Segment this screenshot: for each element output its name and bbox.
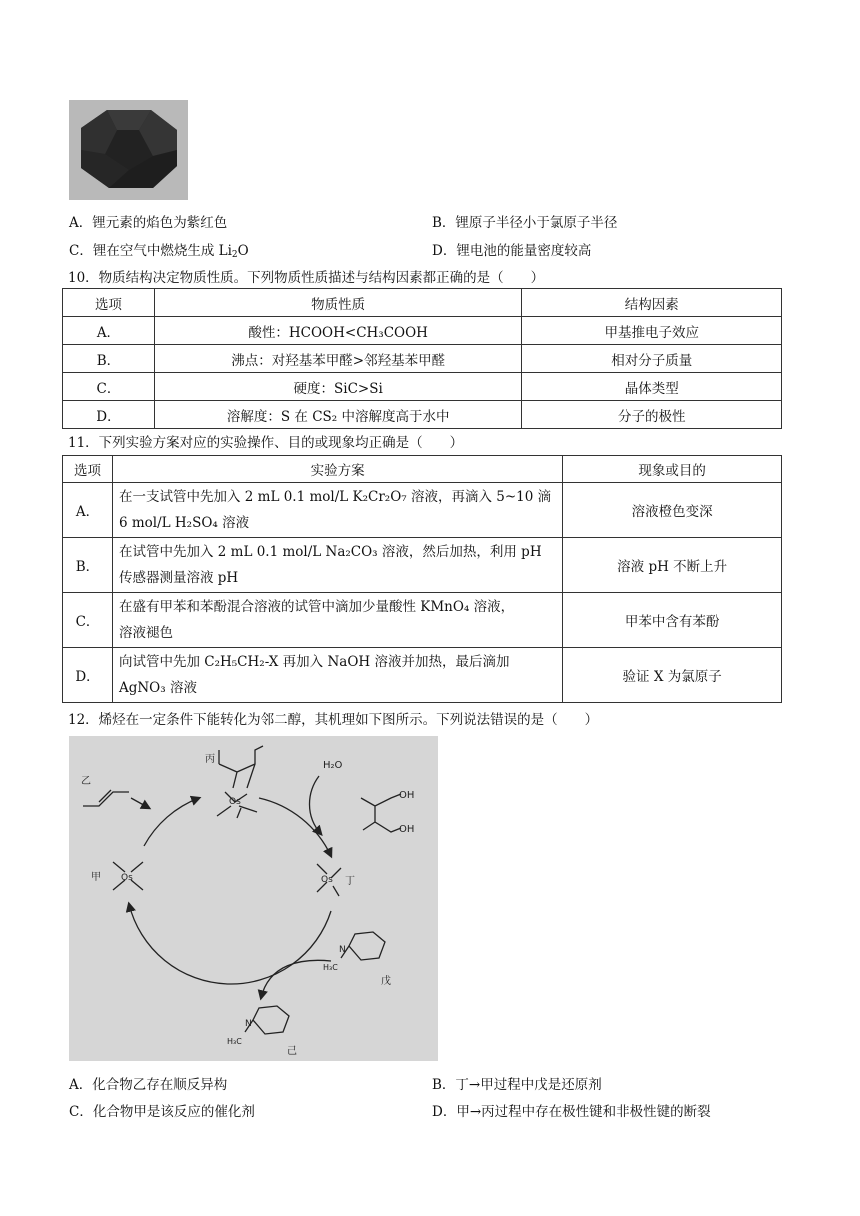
row-option: D． <box>63 401 155 429</box>
row-plan: 在一支试管中先加入 2 mL 0.1 mol/L K₂Cr₂O₇ 溶液，再滴入 5~10 滴 6 mol/L H₂SO₄ 溶液 <box>112 483 562 538</box>
row-result: 验证 X 为氯原子 <box>563 648 782 703</box>
row-option: D． <box>63 648 113 703</box>
label-oh-1: OH <box>399 790 415 801</box>
row-factor: 分子的极性 <box>522 401 782 429</box>
q12-option-b: B．丁→甲过程中戊是还原剂 <box>432 1077 602 1093</box>
label-n-wu: N <box>339 945 346 955</box>
row-factor: 晶体类型 <box>522 373 782 401</box>
q10-stem: 10．物质结构决定物质性质。下列物质性质描述与结构因素都正确的是（ ） <box>68 270 545 286</box>
crystal-photo <box>69 100 188 200</box>
q9-option-b: B．锂原子半径小于氯原子半径 <box>432 215 618 231</box>
table-row <box>63 373 782 401</box>
row-property: 硬度：SiC>Si <box>154 373 522 401</box>
table-row <box>63 648 782 703</box>
label-ding: 丁 <box>345 876 355 887</box>
row-plan: 在试管中先加入 2 mL 0.1 mol/L Na₂CO₃ 溶液，然后加热，利用 pH 传感器测量溶液 pH <box>112 538 562 593</box>
row-factor: 相对分子质量 <box>522 345 782 373</box>
table-row <box>63 401 782 429</box>
row-option: C． <box>63 373 155 401</box>
row-property: 沸点：对羟基苯甲醛>邻羟基苯甲醛 <box>154 345 522 373</box>
q12-stem: 12．烯烃在一定条件下能转化为邻二醇，其机理如下图所示。下列说法错误的是（ ） <box>68 712 599 728</box>
table-row <box>63 483 782 538</box>
row-option: B． <box>63 345 155 373</box>
header-option: 选项 <box>63 289 155 317</box>
q10-table <box>62 288 782 429</box>
q11-table <box>62 455 782 703</box>
label-ch3-wu: H₃C <box>323 963 338 972</box>
label-wu: 戊 <box>381 976 391 987</box>
label-bing: 丙 <box>205 754 215 765</box>
mechanism-scheme <box>69 736 438 1061</box>
label-n-ji: N <box>245 1019 252 1029</box>
q9-option-d: D．锂电池的能量密度较高 <box>432 243 592 259</box>
q9-option-c: C．锂在空气中燃烧生成 $Li_2O$ <box>69 243 249 260</box>
table-header-row <box>63 456 782 483</box>
row-result: 溶液橙色变深 <box>563 483 782 538</box>
label-os-ding: Os <box>321 875 333 885</box>
table-row <box>63 345 782 373</box>
header-plan: 实验方案 <box>112 456 562 483</box>
row-property: 酸性：HCOOH<CH₃COOH <box>154 317 522 345</box>
table-row <box>63 538 782 593</box>
label-ji: 己 <box>287 1046 297 1057</box>
table-row <box>63 317 782 345</box>
label-os-bing: Os <box>229 797 241 807</box>
label-water: H₂O <box>323 760 343 771</box>
label-ch3-ji: H₃C <box>227 1037 242 1046</box>
row-option: B． <box>63 538 113 593</box>
row-result: 甲苯中含有苯酚 <box>563 593 782 648</box>
header-factor: 结构因素 <box>522 289 782 317</box>
table-header-row <box>63 289 782 317</box>
header-result: 现象或目的 <box>563 456 782 483</box>
row-option: A． <box>63 483 113 538</box>
table-row <box>63 593 782 648</box>
label-os-jia: Os <box>121 873 133 883</box>
q9-option-a: A．锂元素的焰色为紫红色 <box>69 215 228 231</box>
header-property: 物质性质 <box>154 289 522 317</box>
q12-option-a: A．化合物乙存在顺反异构 <box>69 1077 228 1093</box>
q12-option-d: D．甲→丙过程中存在极性键和非极性键的断裂 <box>432 1104 711 1120</box>
q11-stem: 11．下列实验方案对应的实验操作、目的或现象均正确是（ ） <box>68 435 464 451</box>
label-oh-2: OH <box>399 824 415 835</box>
label-yi: 乙 <box>81 776 91 787</box>
row-option: A． <box>63 317 155 345</box>
label-jia: 甲 <box>91 872 101 883</box>
row-option: C． <box>63 593 113 648</box>
row-plan: 在盛有甲苯和苯酚混合溶液的试管中滴加少量酸性 KMnO₄ 溶液， 溶液褪色 <box>112 593 562 648</box>
row-factor: 甲基推电子效应 <box>522 317 782 345</box>
row-property: 溶解度：S 在 CS₂ 中溶解度高于水中 <box>154 401 522 429</box>
row-plan: 向试管中先加 C₂H₅CH₂-X 再加入 NaOH 溶液并加热，最后滴加 AgNO₃ 溶液 <box>112 648 562 703</box>
header-option: 选项 <box>63 456 113 483</box>
q12-option-c: C．化合物甲是该反应的催化剂 <box>69 1104 255 1120</box>
row-result: 溶液 pH 不断上升 <box>563 538 782 593</box>
